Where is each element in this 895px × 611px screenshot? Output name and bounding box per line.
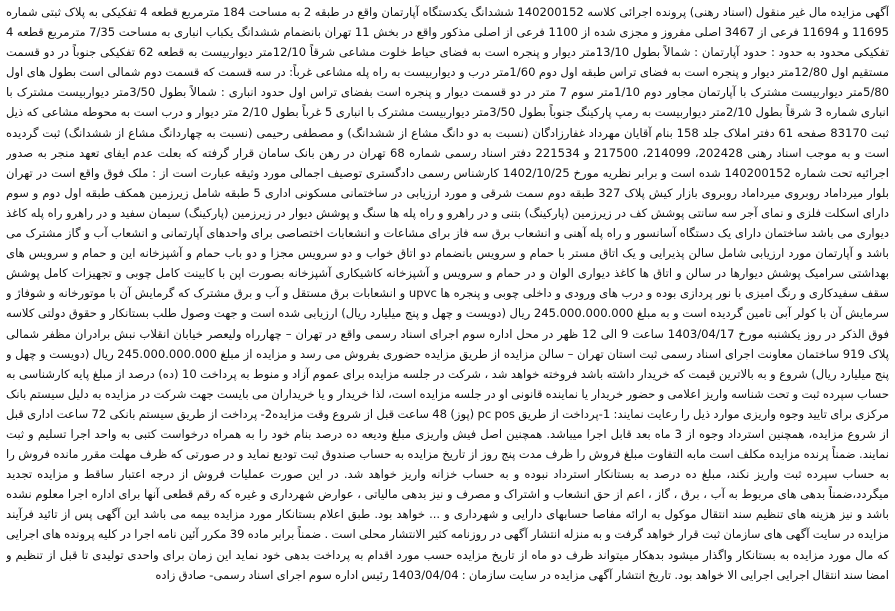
auction-notice-text: آگهی مزایده مال غیر منقول (اسناد رهنی) پرونده اجرائی کلاسه 140200152 ششدانگ یکدستگاه آپارتمان واقع در طبقه 2 به مساحت 184 مترمربع قطعه 4 تفکیکی به پلاک ثبتی شماره 11695 و 11694 فرعی از 3467 اصلی مفروز و مجزی شده از 1100 فرعی از اصلی مذکور واقع در بخش 11 تهران بانضمام ششدانگ یکباب انباری به مساحت 7/35 مترمربع قطعه 4 تفکیکی محدود به حدود : حدود آپارتمان : شمالاً بطول 13/10متر دیوار و پنجره است به فضای حیاط خلوت مشاعی شرقاً 12/10متر دیواربیست به قطعه 62 تفکیکی جنوباً در دو قسمت مستقیم اول 12/80متر دیوار و پنجره است به فضای تراس طبقه اول دوم 1/60متر درب و دیواربیست به راه پله مشاعی غرباً: در سه قسمت که قسمت دوم شمالی است بطول های اول 5/80متر دیواربیست مشترک با آپارتمان مجاور دوم 1/10متر سوم 7 متر در دو قسمت دیوار و پنجره است بفضای تراس اول حدود انباری : شمالاً بطول 3/50متر دیواربیست مشترک با انباری شماره 3 شرقاً بطول 2/10متر دیواربیست به رمپ پارکینگ جنوباً بطول 3/50متر دیواربیست مشترک با انباری 5 غرباً بطول 2/10 متر دیوار و درب است به محوطه مشاعی که ذیل ثبت 83170 صفحه 61 دفتر املاک جلد 158 بنام آقایان مهرداد غفارزادگان (نسبت به دو دانگ مشاع از ششدانگ) و مصطفی رحیمی (نسبت به چهاردانگ مشاع از ششدانگ) ثبت گردیده است و به موجب اسناد رهنی 202428، 214099، 217500 و 221534 دفتر اسناد رسمی شماره 68 تهران در رهن بانک سامان قرار گرفته که بعلت عدم ایفای تعهد منجر به صدور اجرائیه تحت شماره 140200152 شده است و برابر نظریه مورخ 1402/10/25 کارشناس رسمی دادگستری توصیف اجمالی مورد وثیقه عبارت است از : ملک فوق واقع است در تهران بلوار میرداماد روبروی میرداماد روبروی بازار کیش پلاک 327 طبقه دوم سمت شرقی و مورد ارزیابی در ساختمانی مسکونی اداری 5 طبقه شامل زیرزمین همکف طبقه اول دوم و سوم دارای اسکلت فلزی و نمای آجر سه سانتی پوشش کف در زیرزمین (پارکینگ) بتنی و در راهرو و راه پله ها سنگ و پوشش دیوار در زیرزمین (پارکینگ) سیمان سفید و در راهرو راه پله کاغذ دیواری می باشد ساختمان دارای یک دستگاه آسانسور و راه پله آهنی و انشعاب برق سه فاز برای مشاعات و انشعابات اختصاصی برای واحدهای آپارتمانی و انشعاب آب و گاز مشترک می باشد و آپارتمان مورد ارزیابی شامل سالن پذیرایی و یک اتاق مستر با حمام و سرویس بانضمام دو اتاق خواب و دو سرویس مجزا و دو باب حمام و آشپزخانه این و حمام و سرویس های بهداشتی سرامیک پوشش دیوارها در سالن و اتاق ها کاغذ دیواری الوان و در حمام و سرویس و آشپزخانه کاشیکاری آشپزخانه بصورت اپن با کابینت کامل چوبی و تجهیزات کامل پوشش سقف سفیدکاری و رنگ امیزی با نور پردازی بوده و درب های ورودی و داخلی چوبی و پنجره ها upvc و انشعابات برق مستقل و آب و برق مشترک که گرمایش آن با موتورخانه و شوفاژ و سرمایش آن با کولر آبی تامین گردیده است و به مبلغ 245.000.000.000 ریال (دویست و چهل و پنج میلیارد ریال) ارزیابی شده است و جهت وصول طلب بستانکار و حقوق دولتی کلاسه فوق الذکر در روز یکشنبه مورخ 1403/04/17 ساعت 9 الی 12 ظهر در محل اداره سوم اجرای اسناد رسمی واقع در تهران – چهارراه ولیعصر خیابان انقلاب نبش برادران مظفر شمالی پلاک 919 ساختمان معاونت اجرای اسناد رسمی ثبت استان تهران – سالن مزایده از طریق مزایده حضوری بفروش می رسد و مزایده از مبلغ 245.000.000.000 ریال (دویست و چهل و پنج میلیارد ریال) شروع و به بالاترین قیمت که خریدار داشته باشد فروخته خواهد شد ، شرکت در جلسه مزایده برای عموم آزاد و منوط به پرداخت 10 (ده) درصد از مبلغ پایه کارشناسی به حساب سپرده ثبت و تحت شناسه واریز اعلامی و حضور خریدار یا نماینده قانونی او در جلسه مزایده است، لذا خریدار و یا خریداران می بایست جهت شرکت در مزایده به دلیل سیستم بانک مرکزی برای تایید وجوه واریزی موارد ذیل را رعایت نمایند: 1-پرداخت از طریق pc pos (پوز) 48 ساعت قبل از شروع وقت مزایده2- پرداخت از طریق سیستم بانکی 72 ساعت اداری قبل از شروع مزایده، همچنین استرداد وجوه از 3 ماه بعد قابل اجرا میباشد. همچنین اصل فیش واریزی مبلغ ودیعه ده درصد بنام خود را به همراه درخواست کتبی به واحد اجرا تسلیم و ثبت نمایند. ضمناً پرنده مزایده مکلف است مابه التفاوت مبلغ فروش را ظرف مدت پنج روز از تاریخ مزایده به حساب صندوق ثبت تودیع نماید و در صورتی که ظرف مهلت مقرر مانده فروش را به حساب سپرده ثبت واریز نکند، مبلغ ده درصد به بستانکار استرداد نبوده و به حساب خزانه واریز خواهد شد. در این صورت عملیات فروش از درجه اعتبار ساقط و مزایده تجدید میگردد،ضمناً بدهی های مربوط به آب ، برق ، گاز ، اعم از حق انشعاب و اشتراک و مصرف و نیز بدهی مالیاتی ، عوارض شهرداری و غیره که رقم قطعی آنها برای اداره اجرا معلوم نشده باشد و نیز هزینه های تنظیم سند انتقال موکول به ارائه مفاصا حسابهای دارایی و شهرداری و ... خواهد بود. طبق اعلام بستانکار مورد مزایده بیمه می باشد این آگهی پس از تائید فرآیند مزایده در سایت آگهی های سازمان ثبت قرار خواهد گرفت و به منزله انتشار آگهی در روزنامه کثیر الانتشار محلی است . ضمناً برابر ماده 39 مکرر آئین نامه اجرا در کلیه پرونده های اجرایی که مال مورد مزایده به بستانکار واگذار میشود بدهکار میتواند ظرف دو ماه از تاریخ مزایده حسب مورد اقدام به پرداخت بدهی خود نماید این زمان برای واحدی تولیدی تا قبل از تنظیم و امضا سند انتقال اجرایی اجرایی الا خواهد بود. تاریخ انتشار آگهی مزایده در سایت سازمان : 1403/04/04 رئیس اداره سوم اجرای اسناد رسمی- صادق زاده [6, 5, 889, 582]
